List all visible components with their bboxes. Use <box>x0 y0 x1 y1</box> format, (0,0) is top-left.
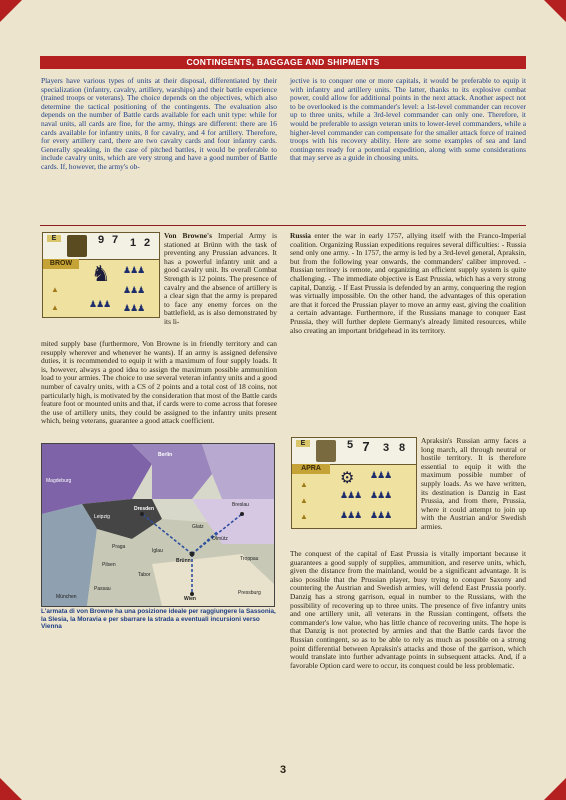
map-label: Magdeburg <box>46 478 72 484</box>
card-value: E <box>296 440 310 447</box>
browne-text-continued: mited supply base (furthermore, Von Browne is in friendly territory and can resupply wherever and whenever he wants). If an army is assigned defensive duties, it is recommended to equip it with a maximum of four supply loads. It is, however, always a good idea to assign the maximum possible ammunition load to your armies. The choice to use several veteran infantry units and a good number of cavalry units, with a CS of 2 points and a total cost of 18 coins, not particularly high, is motivated by the consideration that most of the Battle cards feature foot or mounted units and that, if cards were to come across that foresee the use of artillery units, they could be assigned to the infantry units present which, being veterans, guarantee a good attack coefficient. <box>41 339 277 426</box>
card-value: 3 <box>382 442 390 454</box>
supply-icon: ▲ <box>51 285 58 294</box>
card-value: 7 <box>362 439 370 454</box>
map-label: Breslau <box>232 502 249 508</box>
map-label: Passau <box>94 586 111 592</box>
russia-text <box>290 232 526 335</box>
intro-right-text: jective is to conquer one or more capitals, it would be preferable to equip it with infantry and artillery units. The latter, thanks to its explosive combat power, could allow for additional points in the next attack. Another aspect not to be overlooked is the commander's level: a 1st-level commander can recover up to three units, while a 3rd-level commander can only one. Therefore, it would be preferable to assign veteran units to lower-level commanders, while a higher-level commander can compensate for the smaller attack force of trained troops with his recovery ability. Here are some examples of sea and land contingents ready for a potential expedition, along with some considerations that may serve as a guide in choosing units. <box>290 76 526 163</box>
card-value: 8 <box>398 442 406 454</box>
map-label: Wien <box>184 596 196 602</box>
intro-left-text: Players have various types of units at their disposal, differentiated by their specialization (infantry, cavalry, artillery, warships) and their battle experience (trained troops or veterans). The choice depends on the objectives, which also determine the tactical positioning of the contingents. The evaluation also depends on the number of Battle cards available for each unit type: while for naval units, all cards are fine, for the army, things are different: there are 16 cards available for infantry units, 8 for cavalry, and 4 for artillery. Therefore, for every artillery card, there are two cavalry cards and four infantry cards. Generally speaking, in the case of pitched battles, it would be preferable to include cavalry units, which are very strong and have a good number of Battle cards. If, however, the army's ob- <box>41 76 277 171</box>
corner-decoration <box>544 0 566 22</box>
section-title: CONTINGENTS, BAGGAGE AND SHIPMENTS <box>40 56 526 69</box>
divider <box>40 225 526 226</box>
russia-text-1: enter the war in early 1757, allying itself with the Franco-Imperial coalition. Organizing Russian expeditions requires several difficulties: - Russia send only one army. - In 1757, the army is led by a 3rd-level general, Apraksin, but from the following year onwards, the commanders' caliber improved. - Russian territory is remote, and organizing an efficient supply system is quite challenging. - The immediate objective is East Prussia, which has a very strong capital, Danzig. - If East Prussia is defended by an army, conquering the region was virtually impossible. On the other hand, the advantages of this operation are that it forced the Prussian player to move an army east, giving the coalition a certain advantage. Furthermore, if the Russians manage to conquer East Prussia, they will further deplete Germany's already limited resources, while also creating an important bridgehead in its territory. <box>290 231 526 335</box>
artillery-icon: ⚙ <box>340 470 354 487</box>
infantry-icon: ♟♟♟ <box>340 490 362 500</box>
supply-icon: ▲ <box>51 303 58 312</box>
cavalry-icon: ♞ <box>91 261 110 286</box>
unit-card-apra <box>291 437 417 529</box>
card-label: APRA <box>292 464 330 474</box>
card-label: BROW <box>43 259 79 269</box>
intro-right-column <box>290 77 526 163</box>
map-label: Brünn <box>176 558 191 564</box>
map-label: Pressburg <box>238 590 261 596</box>
infantry-icon: ♟♟♟ <box>123 303 145 313</box>
map-label: Tabor <box>138 572 151 578</box>
browne-side-text <box>164 232 277 327</box>
browne-lead: Von Browne's <box>164 231 212 240</box>
map-label: München <box>56 594 77 600</box>
card-value: 1 <box>129 237 137 249</box>
corner-decoration <box>544 778 566 800</box>
campaign-map <box>41 443 275 607</box>
card-header <box>292 438 416 465</box>
infantry-icon: ♟♟♟ <box>370 510 392 520</box>
map-graphic <box>42 444 274 606</box>
supply-icon: ▲ <box>300 496 307 505</box>
russia-text-continued <box>290 550 526 670</box>
map-label: Olmütz <box>212 536 228 542</box>
browne-full-text <box>41 340 277 426</box>
infantry-icon: ♟♟♟ <box>89 299 111 309</box>
commander-portrait <box>316 440 336 462</box>
russia-lead: Russia <box>290 231 311 240</box>
intro-left-column <box>41 77 277 172</box>
supply-icon: ▲ <box>300 480 307 489</box>
card-value: 9 <box>97 234 105 246</box>
card-value: E <box>47 235 61 242</box>
supply-icon: ▲ <box>300 512 307 521</box>
browne-text: Imperial Army is stationed at Brünn with the task of preventing any Prussian advances. It has a powerful infantry unit and a good cavalry unit. Its overall Combat Strength is 12 points. The presence of cavalry and the absence of artillery is a clear sign that the army is prepared to face any enemy forces on the battlefield, as is also demonstrated by its li- <box>164 231 277 326</box>
map-label: Leipzig <box>94 514 110 520</box>
map-label: Troppau <box>240 556 259 562</box>
infantry-icon: ♟♟♟ <box>370 470 392 480</box>
infantry-icon: ♟♟♟ <box>123 265 145 275</box>
infantry-icon: ♟♟♟ <box>123 285 145 295</box>
page-number: 3 <box>279 764 287 776</box>
card-header <box>43 233 159 260</box>
map-label: Pilsen <box>102 562 116 568</box>
commander-portrait <box>67 235 87 257</box>
card-value: 7 <box>111 234 119 246</box>
russia-side-text <box>421 437 526 532</box>
map-label: Dresden <box>134 506 155 512</box>
corner-decoration <box>0 0 22 22</box>
card-value: 2 <box>143 237 151 249</box>
card-value: 5 <box>346 439 354 451</box>
russia-text-2: The conquest of the capital of East Prussia is vitally important because it guarantees a good supply of supplies, ammunition, and reserve units, which, given the distance from the mainland, would be a significant advantage. It is also possible that the Prussian player, busy trying to conquer Saxony and countering the Austrian and Swedish armies, will defend East Prussia poorly. Danzig has a strong garrison, equal in number to the Russians, with the possibility of recovering up to three units. The presence of five infantry units and one artillery unit, all veterans in the Russian contingent, offsets the commander's low value, who has little chance of recovering units. The hope is that Danzig is not protected by armies and that the Battle cards favor the Russian contingent, so as to be able to rely as much as possible on a strong point differential between Apraksin's attacks and those of the garrison, which would translate into further advantage points in subsequent attacks. And, if a favorable Option card were to occur, its conquest could be less problematic. <box>290 549 526 670</box>
map-label: Glatz <box>192 524 204 530</box>
map-caption: L'armata di von Browne ha una posizione ideale per raggiungere la Sassonia, la Slesia, la Moravia e per sbarrare la strada a eventuali incursioni verso Vienna <box>41 608 276 631</box>
map-label: Praga <box>112 544 126 550</box>
infantry-icon: ♟♟♟ <box>340 510 362 520</box>
infantry-icon: ♟♟♟ <box>370 490 392 500</box>
map-label: Iglau <box>152 548 163 554</box>
corner-decoration <box>0 778 22 800</box>
map-label: Berlin <box>158 452 173 458</box>
unit-card-brow <box>42 232 160 318</box>
russia-text-side: Apraksin's Russian army faces a long march, all through neutral or hostile territory. It is therefore essential to equip it with the maximum possible number of supply loads. As we have written, its destination is Danzig in East Prussia, and from there, Prussia, where it could attempt to join up with the Austrian and/or Swedish armies. <box>421 436 526 531</box>
